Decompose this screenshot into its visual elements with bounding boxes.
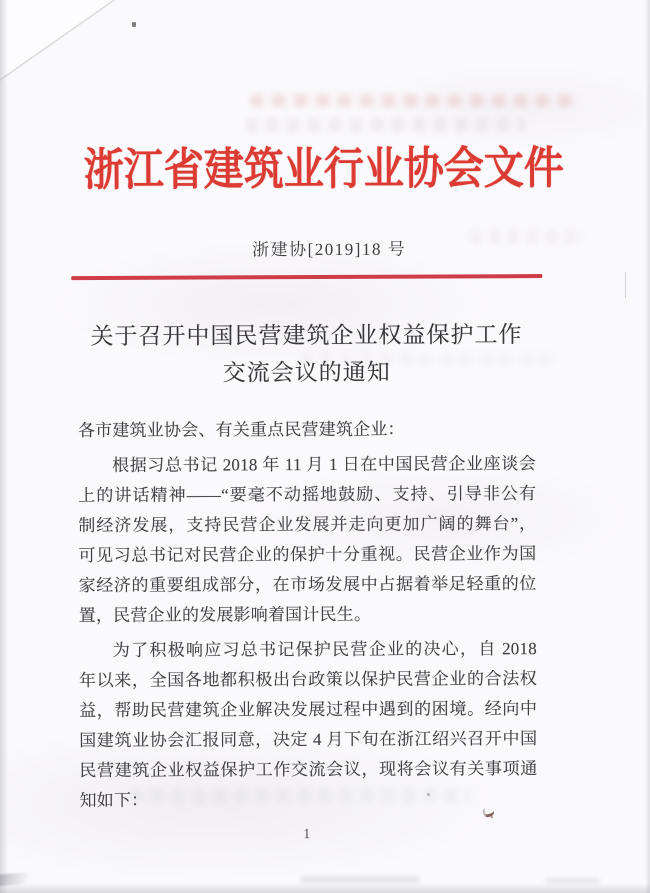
red-divider-line — [71, 274, 542, 280]
notice-title-line1: 关于召开中国民营建筑企业权益保护工作 — [90, 322, 523, 350]
body-text-line: 为了积极响应习总书记保护民营企业的决心，自 2018 — [112, 639, 537, 660]
body-text-line: 根据习总书记 2018 年 11 月 1 日在中国民营企业座谈会 — [112, 454, 537, 475]
body-text-line: 民营建筑企业权益保护工作交流会议，现将会议有关事项通 — [79, 759, 538, 781]
document-number: 浙建协[2019]18 号 — [252, 239, 407, 260]
body-text-line: 益，帮助民营建筑企业解决发展过程中遇到的困境。经向中 — [79, 699, 538, 721]
document-body — [78, 414, 538, 816]
body-text-line: 国建筑业协会汇报同意，决定 4 月下旬在浙江绍兴召开中国 — [79, 729, 538, 751]
body-text-line: 制经济发展，支持民营企业发展并走向更加广阔的舞台”， — [78, 514, 537, 536]
body-text-line: 置，民营企业的发展影响着国计民生。 — [78, 604, 372, 626]
salutation: 各市建筑业协会、有关重点民营建筑企业： — [77, 419, 405, 441]
scan-edge-shadow-right — [645, 0, 650, 893]
body-text-line: 年以来，全国各地都积极出台政策以保护民营企业的合法权 — [78, 669, 538, 691]
notice-title-line2: 交流会议的通知 — [222, 359, 391, 386]
page-number: 1 — [303, 827, 311, 843]
scan-edge-shadow-bottom — [0, 883, 650, 893]
body-text-line: 可见习总书记对民营企业的保护十分重视。民营企业作为国 — [78, 544, 537, 566]
body-text-line: 上的讲话精神——“要毫不动摇地鼓励、支持、引导非公有 — [78, 484, 537, 506]
paragraph-1 — [78, 449, 537, 631]
body-text-line: 知如下： — [79, 790, 149, 811]
document-org-title: 浙江省建筑业行业协会文件 — [83, 142, 564, 196]
scan-edge-shadow-left — [0, 0, 8, 893]
notice-title — [77, 316, 535, 392]
paragraph-2 — [79, 634, 538, 816]
body-text-line: 家经济的重要组成部分，在市场发展中占据着举足轻重的位 — [78, 574, 537, 596]
